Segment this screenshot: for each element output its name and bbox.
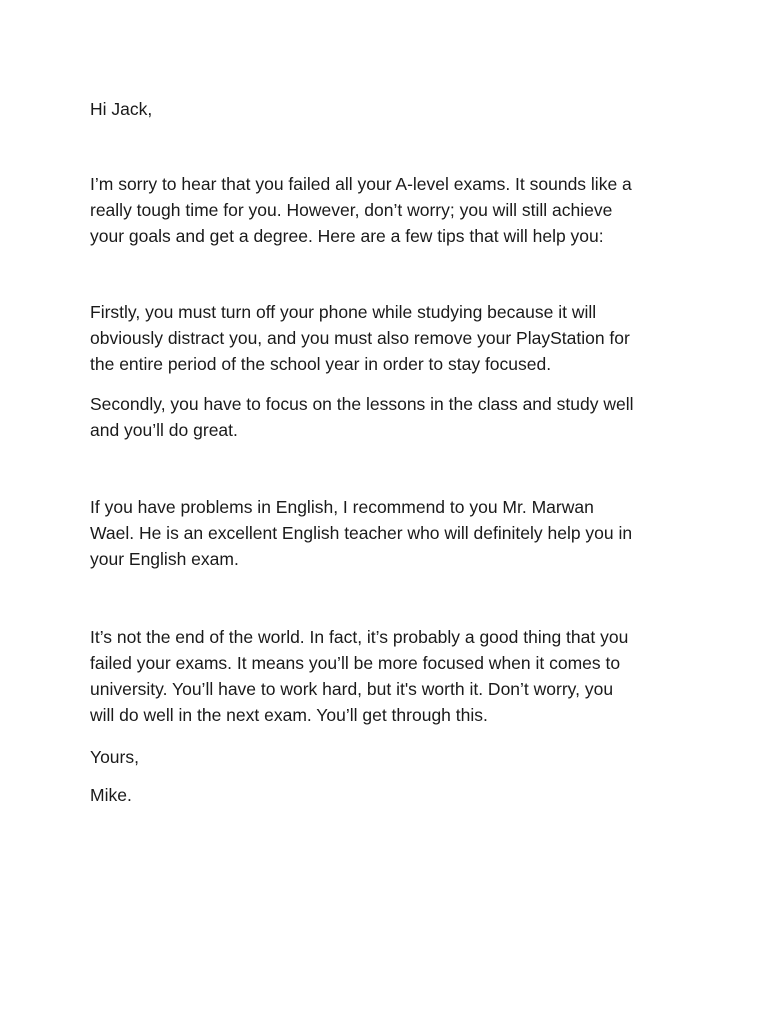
paragraph-firstly: Firstly, you must turn off your phone while studying because it will obviously distract you, and you must also remove your PlayStation for the entire period of the school year in order to stay focused. — [90, 302, 630, 374]
greeting: Hi Jack, — [90, 99, 153, 119]
paragraph-english-teacher: If you have problems in English, I recommend to you Mr. Marwan Wael. He is an excellent English teacher who will definitely help you in your English exam. — [90, 497, 633, 569]
closing: Yours, — [90, 747, 139, 767]
paragraph-secondly: Secondly, you have to focus on the lessons in the class and study well and you’ll do great. — [90, 394, 634, 440]
signature: Mike. — [90, 785, 132, 805]
paragraph-condolence: I’m sorry to hear that you failed all your A-level exams. It sounds like a really tough time for you. However, don’t worry; you will still achieve your goals and get a degree. Here are a few tips that will help you: — [90, 174, 632, 246]
paragraph-encouragement: It’s not the end of the world. In fact, it’s probably a good thing that you failed your exams. It means you’ll be more focused when it comes to university. You’ll have to work hard, but it's worth it. Don’t worry, you will do well in the next exam. You’ll get through this. — [90, 627, 629, 725]
